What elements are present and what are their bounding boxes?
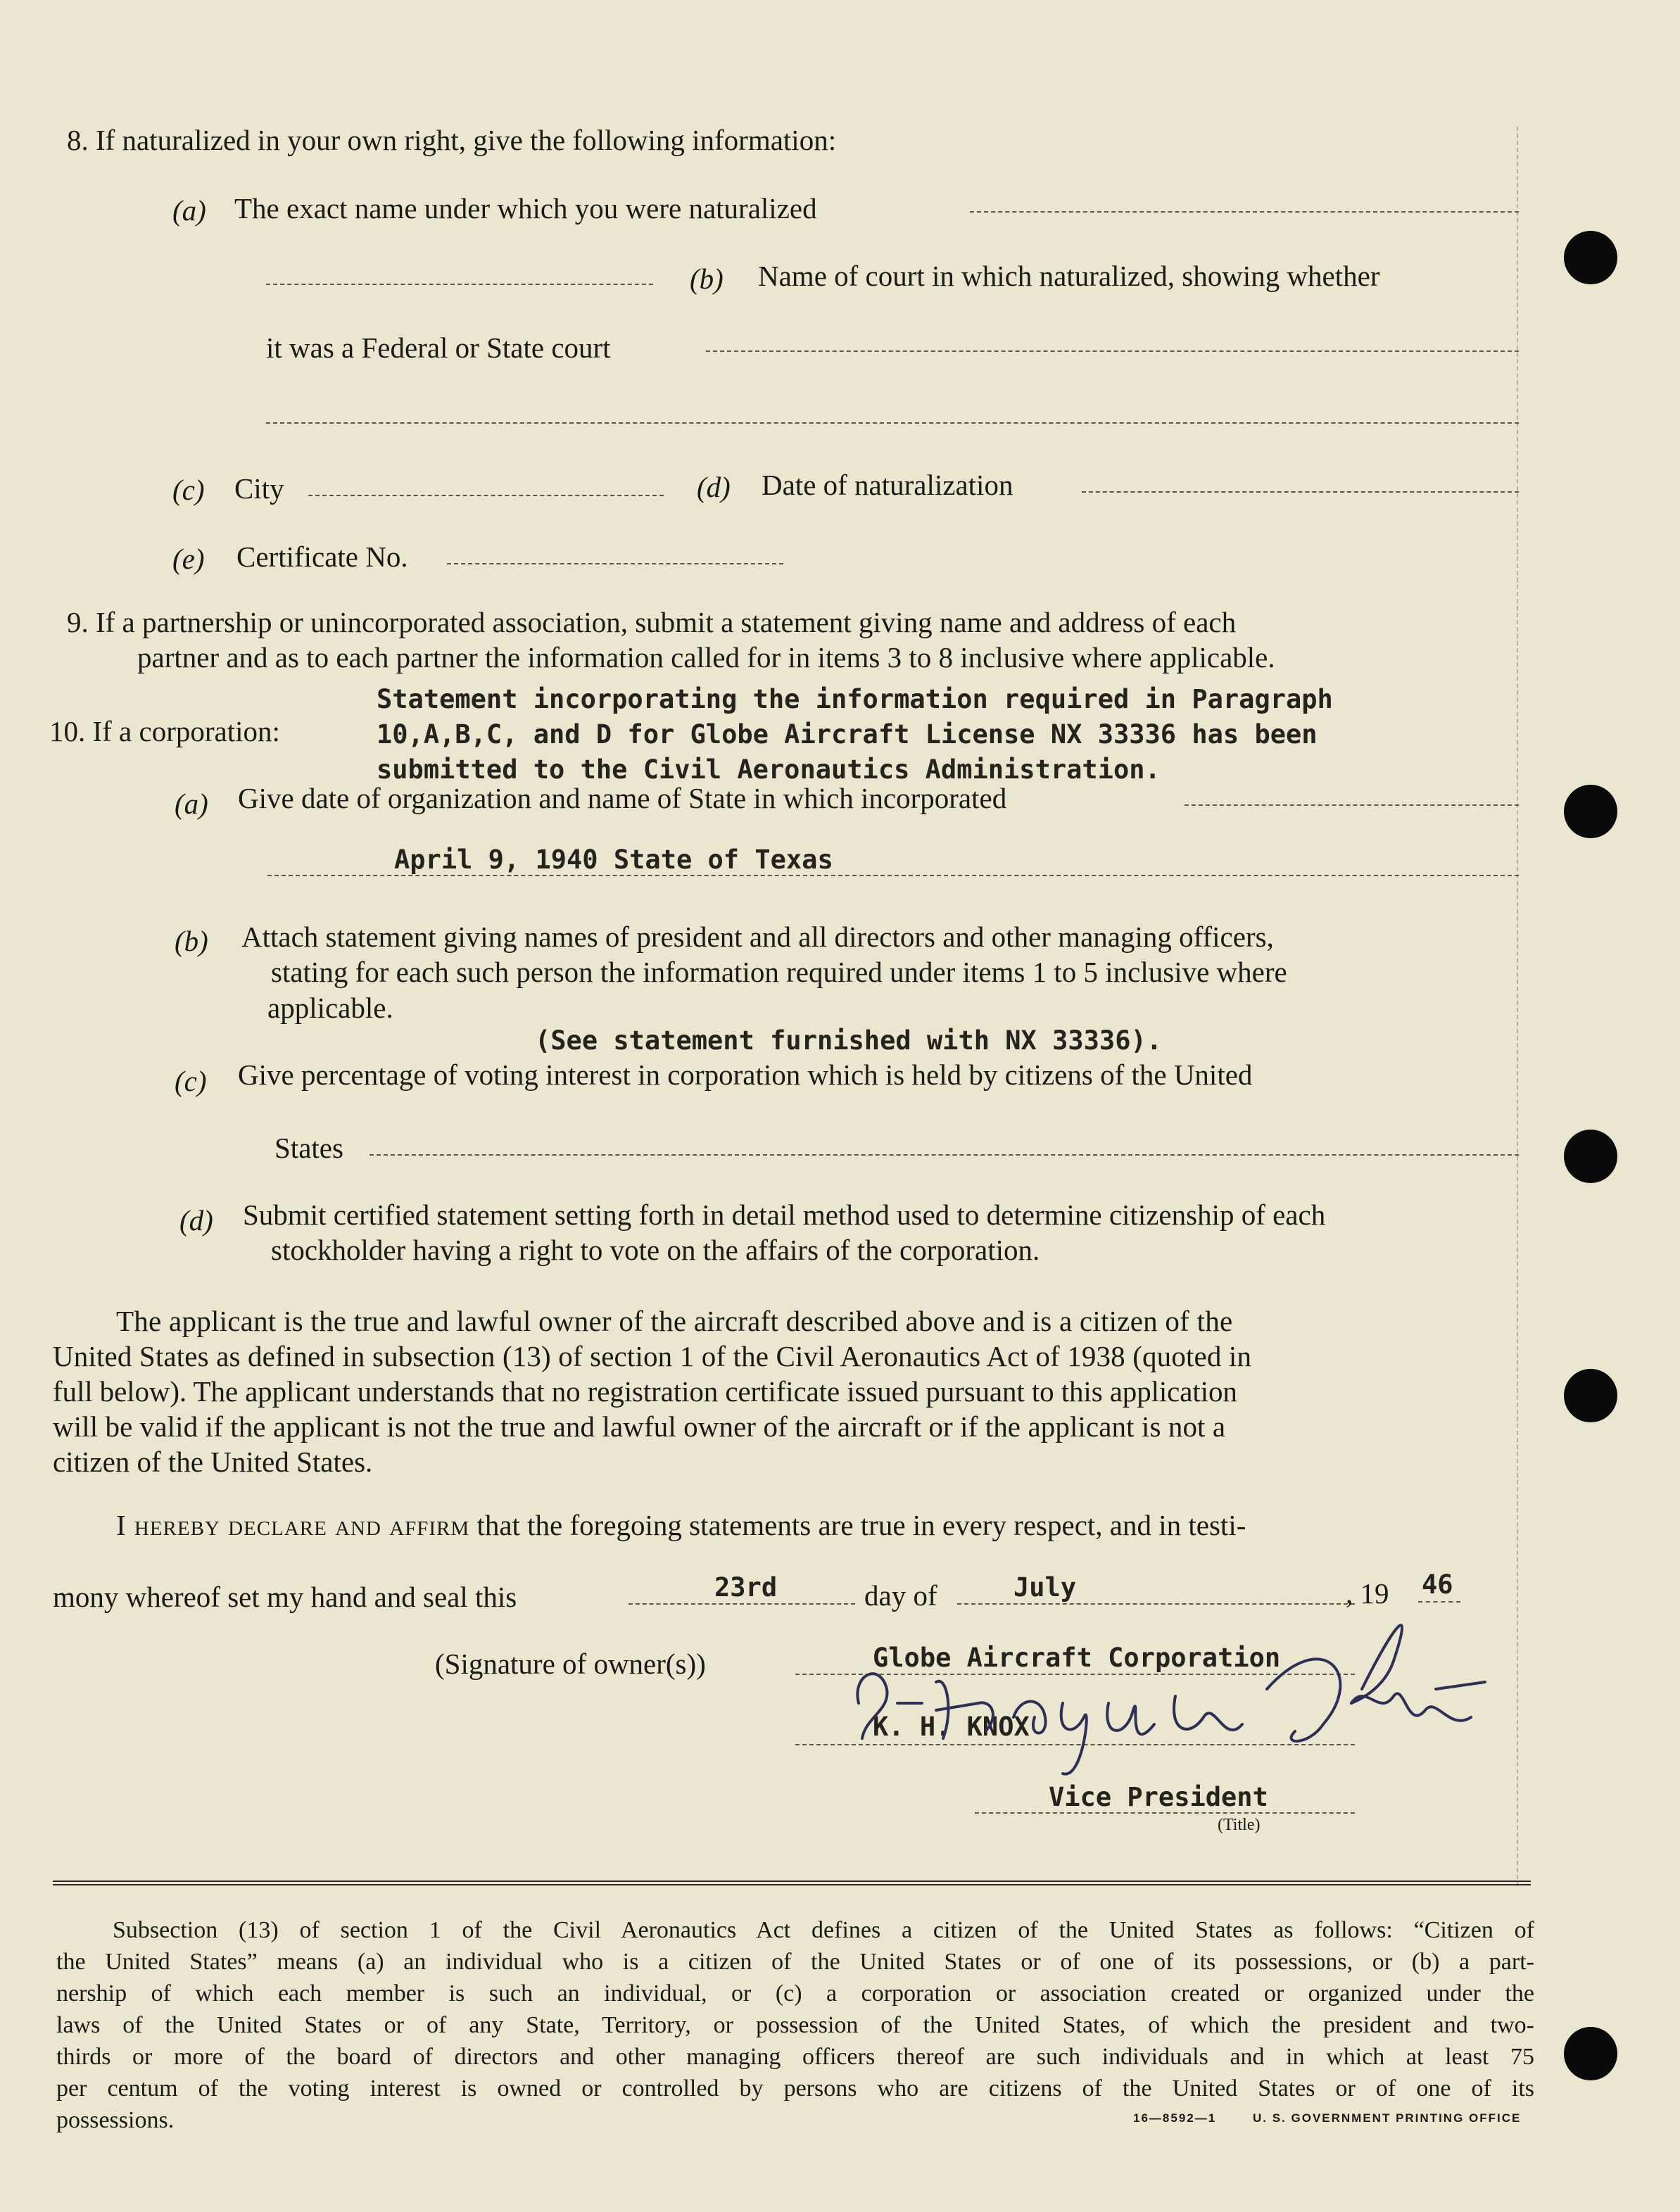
day-of-label: day of bbox=[864, 1579, 937, 1612]
footer-divider-top bbox=[53, 1881, 1531, 1882]
item8-d-label: Date of naturalization bbox=[762, 469, 1013, 501]
declaration-line: The applicant is the true and lawful owner of the aircraft described above and is a citizen of the bbox=[116, 1305, 1233, 1337]
officers-statement-value[interactable]: (See statement furnished with NX 33336). bbox=[535, 1025, 1163, 1056]
print-code: 16—8592—1 bbox=[1133, 2111, 1217, 2125]
item8-a-letter: (a) bbox=[172, 194, 206, 227]
signature-company: Globe Aircraft Corporation bbox=[873, 1643, 1281, 1673]
affirm-line bbox=[116, 1508, 1246, 1542]
affirm-rest: that the foregoing statements are true in every respect, and in testi- bbox=[476, 1509, 1246, 1541]
naturalized-name-field-cont[interactable] bbox=[266, 284, 653, 285]
item10-a-letter: (a) bbox=[175, 788, 208, 820]
signature-label: (Signature of owner(s)) bbox=[435, 1648, 706, 1680]
footer-divider-bottom bbox=[53, 1884, 1531, 1885]
item8-b-letter: (b) bbox=[690, 263, 724, 295]
item10-c-letter: (c) bbox=[175, 1065, 207, 1097]
court-field-cont[interactable] bbox=[266, 422, 1519, 424]
certificate-number-field[interactable] bbox=[447, 563, 783, 564]
item10-d-letter: (d) bbox=[179, 1204, 213, 1237]
item9-line2: partner and as to each partner the information called for in items 3 to 8 inclusive where applicable. bbox=[137, 641, 1275, 674]
affirm-lead: I hereby declare and affirm bbox=[116, 1509, 470, 1541]
punch-hole bbox=[1564, 1130, 1617, 1183]
typed-statement-line: Statement incorporating the information required in Paragraph bbox=[377, 684, 1333, 714]
item10-b-line: applicable. bbox=[267, 992, 393, 1024]
footer-line: Subsection (13) of section 1 of the Civil Aeronautics Act defines a citizen of the United States as follows: “Citizen of bbox=[113, 1917, 1534, 1943]
item10-b-line: stating for each such person the information required under items 1 to 5 inclusive where bbox=[271, 956, 1287, 988]
voting-interest-field[interactable] bbox=[370, 1154, 1519, 1156]
item9-line1: 9. If a partnership or unincorporated association, submit a statement giving name and address of each bbox=[67, 606, 1237, 638]
item10-a-label: Give date of organization and name of State in which incorporated bbox=[238, 782, 1007, 814]
item8-c-letter: (c) bbox=[172, 474, 205, 506]
court-field[interactable] bbox=[706, 350, 1519, 352]
city-field[interactable] bbox=[308, 495, 664, 496]
year-prefix: , 19 bbox=[1346, 1577, 1389, 1610]
item10-c-label: Give percentage of voting interest in corporation which is held by citizens of the United bbox=[238, 1058, 1253, 1091]
signer-typed-name: K. H. KNOX bbox=[873, 1712, 1030, 1742]
organization-field[interactable] bbox=[1185, 804, 1519, 806]
footer-line: nership of which each member is such an individual, or (c) a corporation or association created or organized under the bbox=[56, 1980, 1534, 2006]
punch-hole bbox=[1564, 231, 1617, 284]
handwritten-signature bbox=[830, 1598, 1506, 1781]
naturalization-date-field[interactable] bbox=[1082, 491, 1519, 493]
declaration-line: will be valid if the applicant is not the true and lawful owner of the aircraft or if the applicant is not a bbox=[53, 1410, 1226, 1443]
footer-line: possessions. bbox=[56, 2107, 175, 2133]
punch-hole bbox=[1564, 2027, 1617, 2080]
item10-c-label2: States bbox=[274, 1132, 343, 1164]
title-value: Vice President bbox=[1049, 1782, 1268, 1812]
punch-hole bbox=[1564, 785, 1617, 838]
item8-e-label: Certificate No. bbox=[236, 541, 408, 573]
year-value[interactable]: 46 bbox=[1422, 1569, 1453, 1600]
declaration-line: citizen of the United States. bbox=[53, 1446, 373, 1478]
item8-e-letter: (e) bbox=[172, 543, 205, 575]
title-label: (Title) bbox=[1218, 1816, 1261, 1834]
item8-b-label: Name of court in which naturalized, showing whether bbox=[758, 260, 1380, 292]
printer-imprint: U. S. GOVERNMENT PRINTING OFFICE bbox=[1253, 2111, 1522, 2125]
item8-d-letter: (d) bbox=[697, 471, 731, 503]
naturalized-name-field[interactable] bbox=[970, 211, 1519, 213]
organization-value[interactable]: April 9, 1940 State of Texas bbox=[394, 845, 833, 875]
month-value[interactable]: July bbox=[1013, 1572, 1077, 1603]
item10-b-letter: (b) bbox=[175, 925, 208, 957]
item8-heading: 8. If naturalized in your own right, give the following information: bbox=[67, 124, 837, 156]
footer-line: laws of the United States or of any State, Territory, or possession of the United States, of which the president and two- bbox=[56, 2012, 1534, 2038]
item10-d-line: Submit certified statement setting forth in detail method used to determine citizenship of each bbox=[243, 1199, 1326, 1231]
typed-statement-line: 10,A,B,C, and D for Globe Aircraft License NX 33336 has been bbox=[377, 719, 1318, 750]
declaration-line: United States as defined in subsection (13) of section 1 of the Civil Aeronautics Act of 1938 (quoted in bbox=[53, 1340, 1252, 1372]
footer-line: thirds or more of the board of directors and other managing officers thereof are such individuals and in which at least 75 bbox=[56, 2044, 1534, 2070]
punch-hole bbox=[1564, 1369, 1617, 1422]
item8-c-label: City bbox=[234, 472, 284, 505]
footer-line: the United States” means (a) an individual who is a citizen of the United States or of one of its possessions, or (b) a part- bbox=[56, 1949, 1534, 1975]
item8-a-label: The exact name under which you were naturalized bbox=[234, 192, 817, 225]
footer-line: per centum of the voting interest is owned or controlled by persons who are citizens of the United States or of one of its bbox=[56, 2075, 1534, 2102]
mony-label: mony whereof set my hand and seal this bbox=[53, 1581, 517, 1613]
item10-d-line: stockholder having a right to vote on the affairs of the corporation. bbox=[271, 1234, 1040, 1266]
day-value[interactable]: 23rd bbox=[714, 1572, 778, 1603]
declaration-line: full below). The applicant understands that no registration certificate issued pursuant to this application bbox=[53, 1375, 1237, 1408]
margin-guide-line bbox=[1517, 127, 1518, 1886]
organization-field-cont[interactable] bbox=[267, 875, 1519, 876]
item10-b-line: Attach statement giving names of president and all directors and other managing officers, bbox=[241, 921, 1274, 953]
item8-b-label2: it was a Federal or State court bbox=[266, 331, 611, 364]
item10-label: 10. If a corporation: bbox=[49, 715, 280, 747]
typed-statement-line: submitted to the Civil Aeronautics Administration. bbox=[377, 754, 1161, 785]
